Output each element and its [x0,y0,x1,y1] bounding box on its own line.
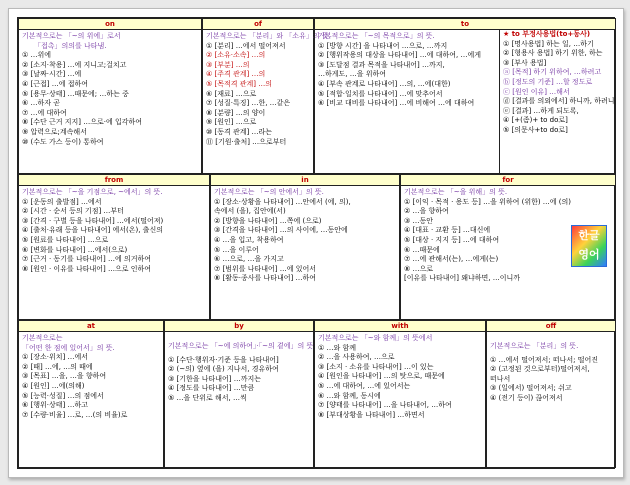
of-item: ② [소유·소속] …의 [206,51,266,60]
on-intro-2: 「접촉」의의를 나타냄. [34,41,107,50]
from-cell [18,174,210,320]
at-item: ④ [원인] …에(의해) [22,381,85,390]
of-item: ⑦ [성질·특징] …한, …같은 [206,99,291,108]
on-item: ① …위에 [22,51,52,60]
from-item: ② [시간 · 순서 등의 기점] …부터 [22,207,124,216]
in-item: ② [방향을 나타내어] …쪽에 (으로) [214,216,322,225]
at-intro-1: 기본적으로는 [22,334,63,342]
at-header: at [19,321,163,332]
to-infinitive-item: ⓔ [결과] …하게 되도록, [503,106,579,115]
to-item: ⑤ [적합·일치를 나타내어] …에 맞추어서 [318,89,443,98]
in-intro: 기본적으로는 「~의 안에서」의 뜻. [214,188,324,196]
to-meanings [318,32,496,109]
by-item: ② (~의) 옆에 (을) 지나서, 경유하여 [168,365,279,374]
to-intro: 기본적으로는 「~의 목적으로」의 뜻. [318,32,435,40]
from-header: from [19,175,209,186]
to-infinitive-item: ③ [부사 용법] [503,58,547,67]
to-infinitive-item: ⓐ [목적] 하기 위하여, …하려고 [503,68,602,77]
in-cell [210,174,400,320]
of-header: of [203,19,313,30]
to-item: …하게도, …을 위하여 [318,70,387,79]
from-item: ⑦ [근거 · 동기를 나타내어] …에 의거하여 [22,255,151,264]
in-item: ⑦ [범위를 나타내어] …에 있어서 [214,264,317,273]
hangul-english-logo [571,225,607,267]
by-item: ③ [기한을 나타내어] …까지는 [168,374,262,383]
document-sheet [8,8,624,478]
in-item: ① [장소·상황을 나타내어] …안에서 (에, 의), [214,197,351,206]
to-infinitive-item: ④ [+(좀)+ to do로] [503,116,568,125]
to-item: ② [행위작용의 대상을 나타내어] …에 대하여, …에게 [318,51,482,60]
on-cell [18,18,202,174]
by-item: ⑤ …을 단위로 해서, …씩 [168,393,247,402]
of-item: ⑪ [기원·출처] …으로부터 [206,137,287,146]
to-infinitive-item: ⓓ [결과를 의외에서] 하니까, 하려니 [503,97,615,106]
with-header: with [315,321,485,332]
from-item: ⑤ [원료를 나타내어] …으로 [22,235,109,244]
for-item: ③ …동안 [404,216,434,225]
with-item: ⑥ …와 함께, 동시에 [318,391,381,400]
to-infinitive-title: ★ to 부정사용법(to+동사) [503,30,591,38]
on-item: ⑩ (수도 가스 등이) 통하여 [22,137,104,146]
from-intro: 기본적으로는 「~을 기점으로, ~에서」의 뜻. [22,188,163,196]
to-infinitive-item: ⓒ [원인 이유] …해서 [503,87,570,96]
of-item: ⑩ [동격 관계] …라는 [206,127,272,136]
by-header: by [165,321,313,332]
in-item: ④ …을 입고, 착용하여 [214,235,284,244]
to-infinitive-item: ⑤ [의문사+to do로] [503,125,568,134]
on-item: ⑦ …에 대하여 [22,108,67,117]
at-item: ⑦ [수량·비율] …로, …(의 비율)로 [22,410,128,419]
to-item: ⑥ [비교 대비를 나타내어] …에 비해여 …에 대하여 [318,99,475,108]
by-item: ④ [정도를 나타내어] …만큼 [168,384,255,393]
at-item: ① [장소·위치] …에서 [22,353,88,362]
from-item: ④ [출처·유래 등을 나타내어] 에서(온), 출신의 [22,226,163,235]
off-intro: 기본적으로는 「분리」의 뜻. [490,342,579,350]
with-item: ⑦ [양태를 나타내어] …을 나타내어, …하여 [318,401,452,410]
from-item: ③ [간격 · 구별 등을 나타내어] …에서(떨어져) [22,216,164,225]
off-item: ③ (일에서) 떨어져서; 쉬고 [490,384,572,393]
on-item: ⑧ [수단 근거 지지] …으로·에 입각하여 [22,118,142,127]
on-item: ② [소지·착용] …에 지니고;걸치고 [22,60,127,69]
to-infinitive-item: ⓑ [정도의 기준] …할 정도로 [503,77,593,86]
for-header: for [401,175,615,186]
at-item: ② [때] …에, …의 때에 [22,362,93,371]
in-header: in [211,175,399,186]
from-item: ⑧ [원인 · 이유를 나타내어] …으로 인하여 [22,264,151,273]
for-item: [이유를 나타내어] 왜냐하면, …이니까 [404,274,521,283]
with-item: ② …을 사용하여, …으로 [318,353,395,362]
of-item: ⑤ [목적격 관계] …의 [206,79,272,88]
to-item: ① [방향 시간] 을 나타내어 …으로, …까지 [318,41,448,50]
for-item: ⑥ …때문에 [404,245,440,254]
with-item: ③ [소지 · 소유를 나타내어] …이 있는 [318,362,434,371]
for-item: ④ [대표 · 교환 등] …대신에 [404,226,491,235]
with-item: ④ [원인을 나타내어] …의 탓으로, 때문에 [318,372,445,381]
for-cell [400,174,616,320]
on-item: ④ [근접] …에 접하여 [22,79,88,88]
for-item: ⑤ [대상 · 지지 등] …에 대하여 [404,235,500,244]
to-infinitive-item: ① [명사용법] 하는 일, …하기 [503,39,594,48]
to-item: ④ [부속 관계로 나타내어] …의, …에(대한) [318,79,451,88]
with-item: ① …와 함께 [318,343,357,352]
on-item: ⑥ …하자 곧 [22,99,61,108]
by-intro: 기본적으로는 「~에 의하여」·「~의 곁에」의 뜻. [168,342,316,350]
for-item: ⑧ …으로 [404,264,434,273]
off-cell [486,320,616,468]
on-item: ⑨ 압력으로;계속해서 [22,127,87,136]
for-item: ① [이익 · 목적 · 용도 등] …을 위하여 (위한) …에 (의) [404,197,572,206]
by-item: ① [수단·행위자·기준 등을 나타내어] [168,355,279,364]
in-item: ⑧ [활동·종사를 나타내어] …하여 [214,274,317,283]
at-intro-2: 「어떤 한 점에 있어서」의 뜻. [22,343,115,352]
for-intro: 기본적으로는 「~을 위해」의 뜻. [404,188,508,196]
at-item: ③ [목표] …을, …을 향하여 [22,372,107,381]
in-item: ③ [간격을 나타내어] …의 사이에, …동안에 [214,226,348,235]
with-intro: 기본적으로는 「~와 함께」의 뜻에서 [318,334,433,342]
from-item: ⑥ [변화를 나타내어] …에서(으로) [22,245,128,254]
on-intro-1: 기본적으로는 「~의 위에」로서 [22,32,121,40]
for-item: ② …을 향하여 [404,207,449,216]
by-cell [164,320,314,468]
of-item: ④ [주격 관계] …의 [206,70,266,79]
on-header: on [19,19,201,30]
in-item: 속에서 (을), 집안에(서) [214,207,286,216]
to-item: ③ [도달점 결과 목적을 나타내어] …까지, [318,60,445,69]
to-header: to [315,19,615,30]
in-item: ⑤ …을 이루어 [214,245,259,254]
with-item: ⑧ [부대상황을 나타내어] …하면서 [318,410,425,419]
at-item: ⑤ [능력·성질] …의 점에서 [22,391,104,400]
of-intro: 기본적으로는 「분리」와 「소유」의 뜻. [206,32,331,40]
with-cell [314,320,486,468]
off-item: 떠나서 [490,374,511,383]
at-item: ⑥ [행위·상태] …하고 [22,401,88,410]
off-item: ② (고정된 것으로부터)떨어져서, [490,365,590,374]
of-item: ⑨ [원인] …으로 [206,118,257,127]
with-item: ⑤ …에 대하여, …에 있어서는 [318,381,411,390]
of-item: ⑥ [재료] …으로 [206,89,257,98]
to-infinitive-box [499,30,619,174]
for-item: ⑦ …에 관해서(는), …에게(는) [404,255,499,264]
on-item: ⑤ [용무·상태] …때문에; …하는 중 [22,89,129,98]
in-item: ⑥ …으로, …을 가지고 [214,255,284,264]
off-item: ④ (전기 등이) 끊어져서 [490,393,563,402]
of-item: ① [분리] …에서 떨어져서 [206,41,286,50]
of-cell [202,18,331,174]
of-item: ⑧ [분량] …의 양이 [206,108,266,117]
off-item: ① …에서 떨어져서; 떠나서; 떨어진 [490,355,599,364]
on-item: ③ [날짜·시간] …에 [22,70,82,79]
at-cell [18,320,164,468]
of-item: ③ [부분] …의 [206,60,250,69]
off-header: off [487,321,615,332]
logo-text-2: 영어 [578,248,600,261]
from-item: ① [운동의 출발점] …에서 [22,197,102,206]
logo-text-1: 한글 [578,229,600,242]
to-cell [314,18,616,174]
preposition-table [17,17,615,469]
to-infinitive-item: ② [형용사 용법] 하기 위한, 하는 [503,49,603,58]
